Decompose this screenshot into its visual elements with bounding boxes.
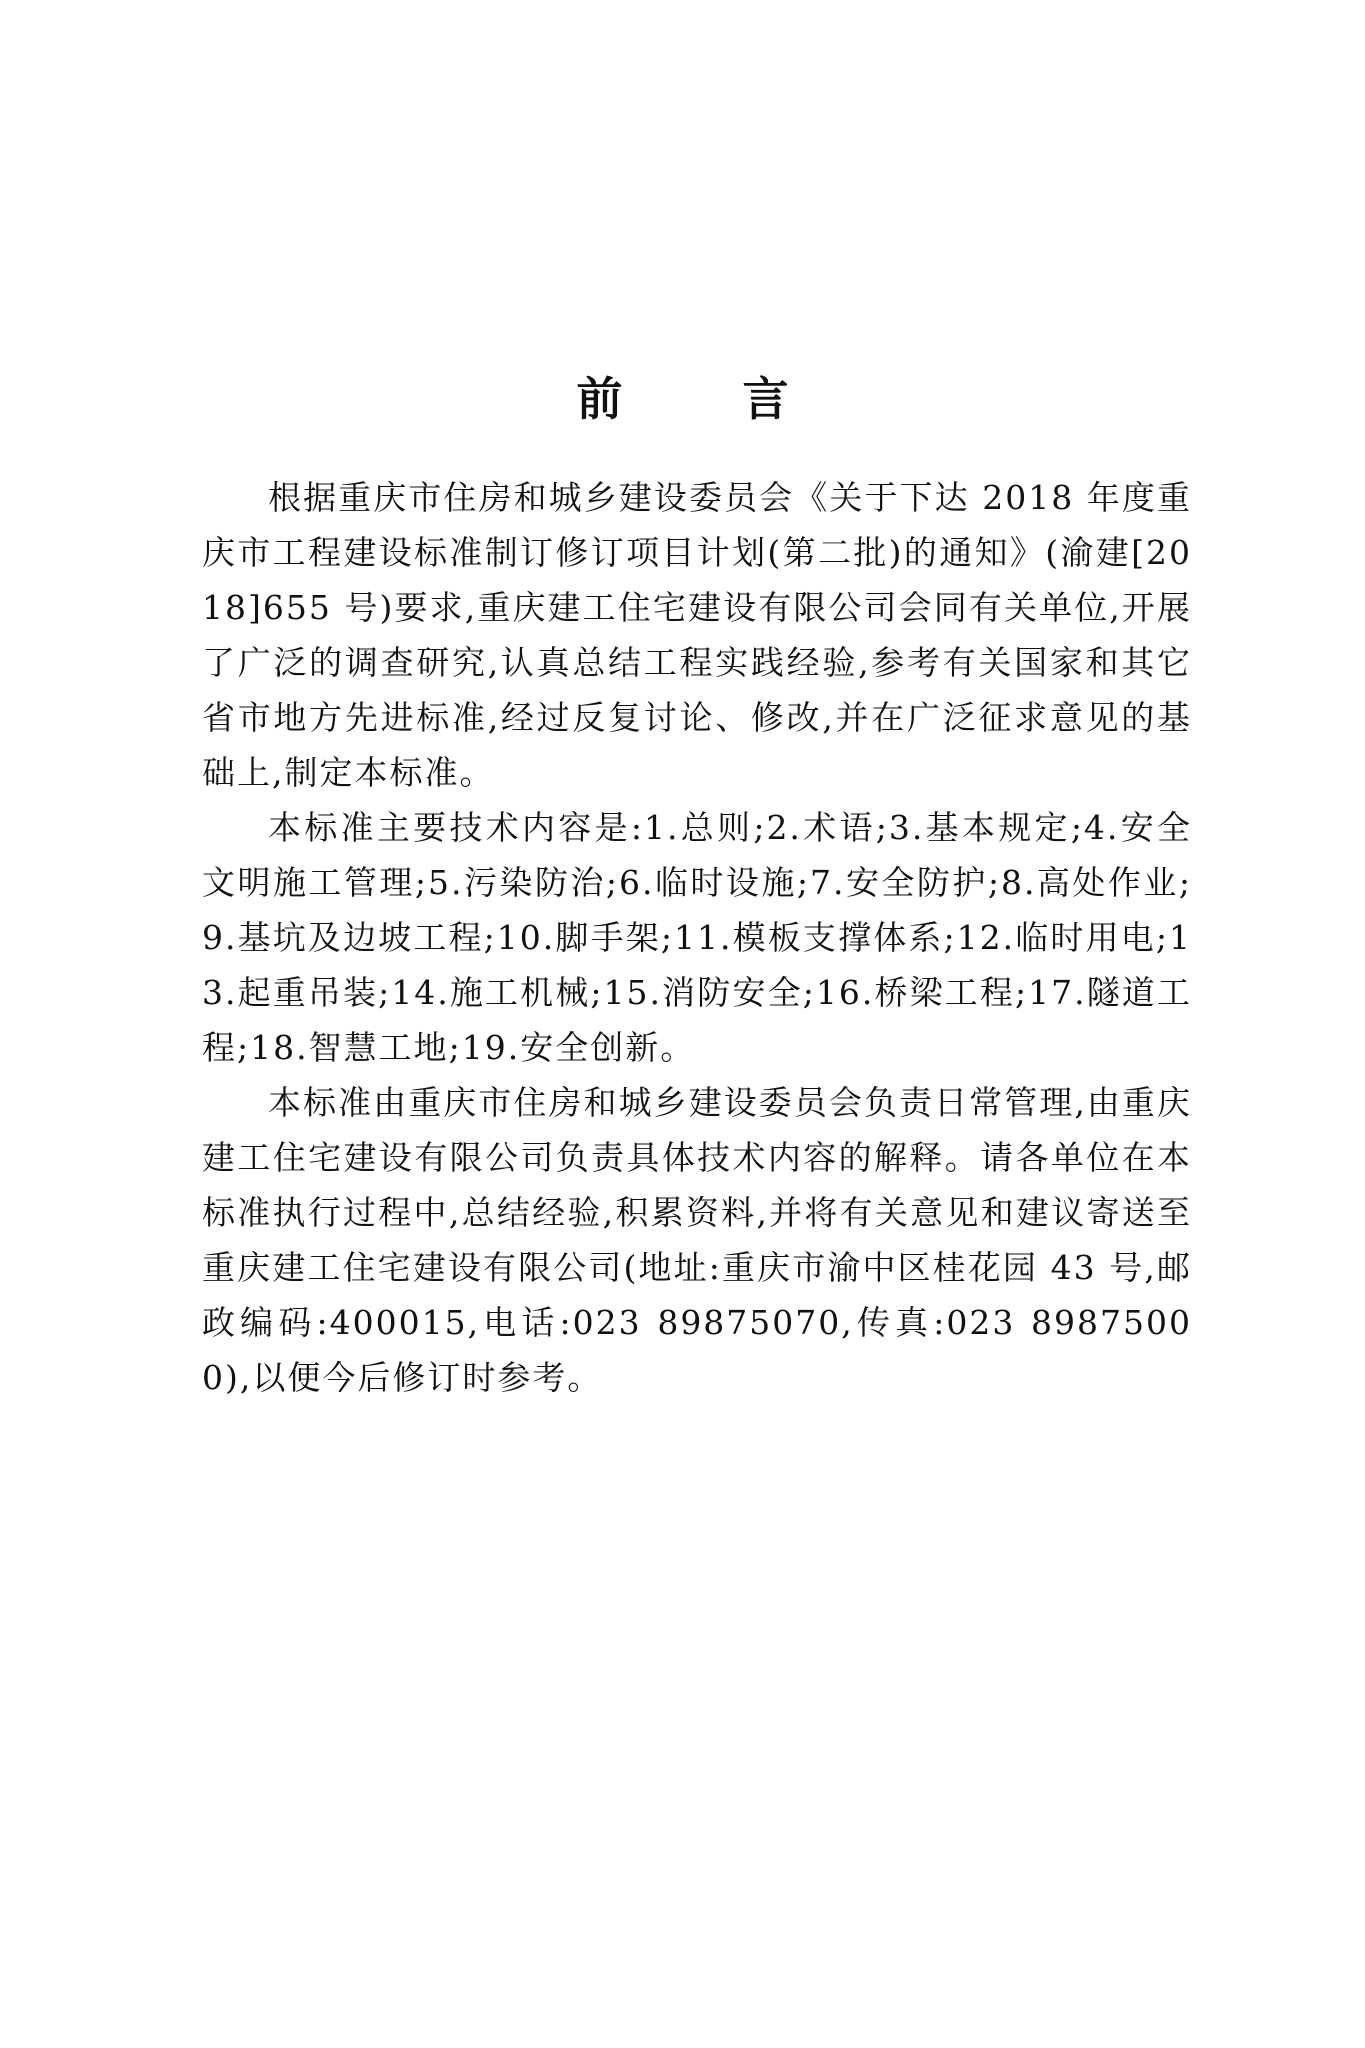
paragraph-contents: 本标准主要技术内容是:1.总则;2.术语;3.基本规定;4.安全文明施工管理;5.污染防治;6.临时设施;7.安全防护;8.高处作业;9.基坑及边坡工程;10.脚手架;11.模板支撑体系;12.临时用电;13.起重吊装;14.施工机械;15.消防安全;16.桥梁工程;17.隧道工程;18.智慧工地;19.安全创新。 bbox=[202, 808, 1192, 1067]
page-title: 前 言 bbox=[576, 371, 841, 426]
paragraph-background: 根据重庆市住房和城乡建设委员会《关于下达 2018 年度重庆市工程建设标准制订修订项目计划(第二批)的通知》(渝建[2018]655 号)要求,重庆建工住宅建设有限公司会同有关单位,开展了广泛的调查研究,认真总结工程实践经验,参考有关国家和其它省市地方先进标准,经过反复讨论、修改,并在广泛征求意见的基础上,制定本标准。 bbox=[202, 478, 1192, 792]
document-body bbox=[202, 470, 1192, 1405]
paragraph-management: 本标准由重庆市住房和城乡建设委员会负责日常管理,由重庆建工住宅建设有限公司负责具体技术内容的解释。请各单位在本标准执行过程中,总结经验,积累资料,并将有关意见和建议寄送至重庆建工住宅建设有限公司(地址:重庆市渝中区桂花园 43 号,邮政编码:400015,电话:023 89875070,传真:023 89875000),以便今后修订时参考。 bbox=[202, 1083, 1193, 1397]
